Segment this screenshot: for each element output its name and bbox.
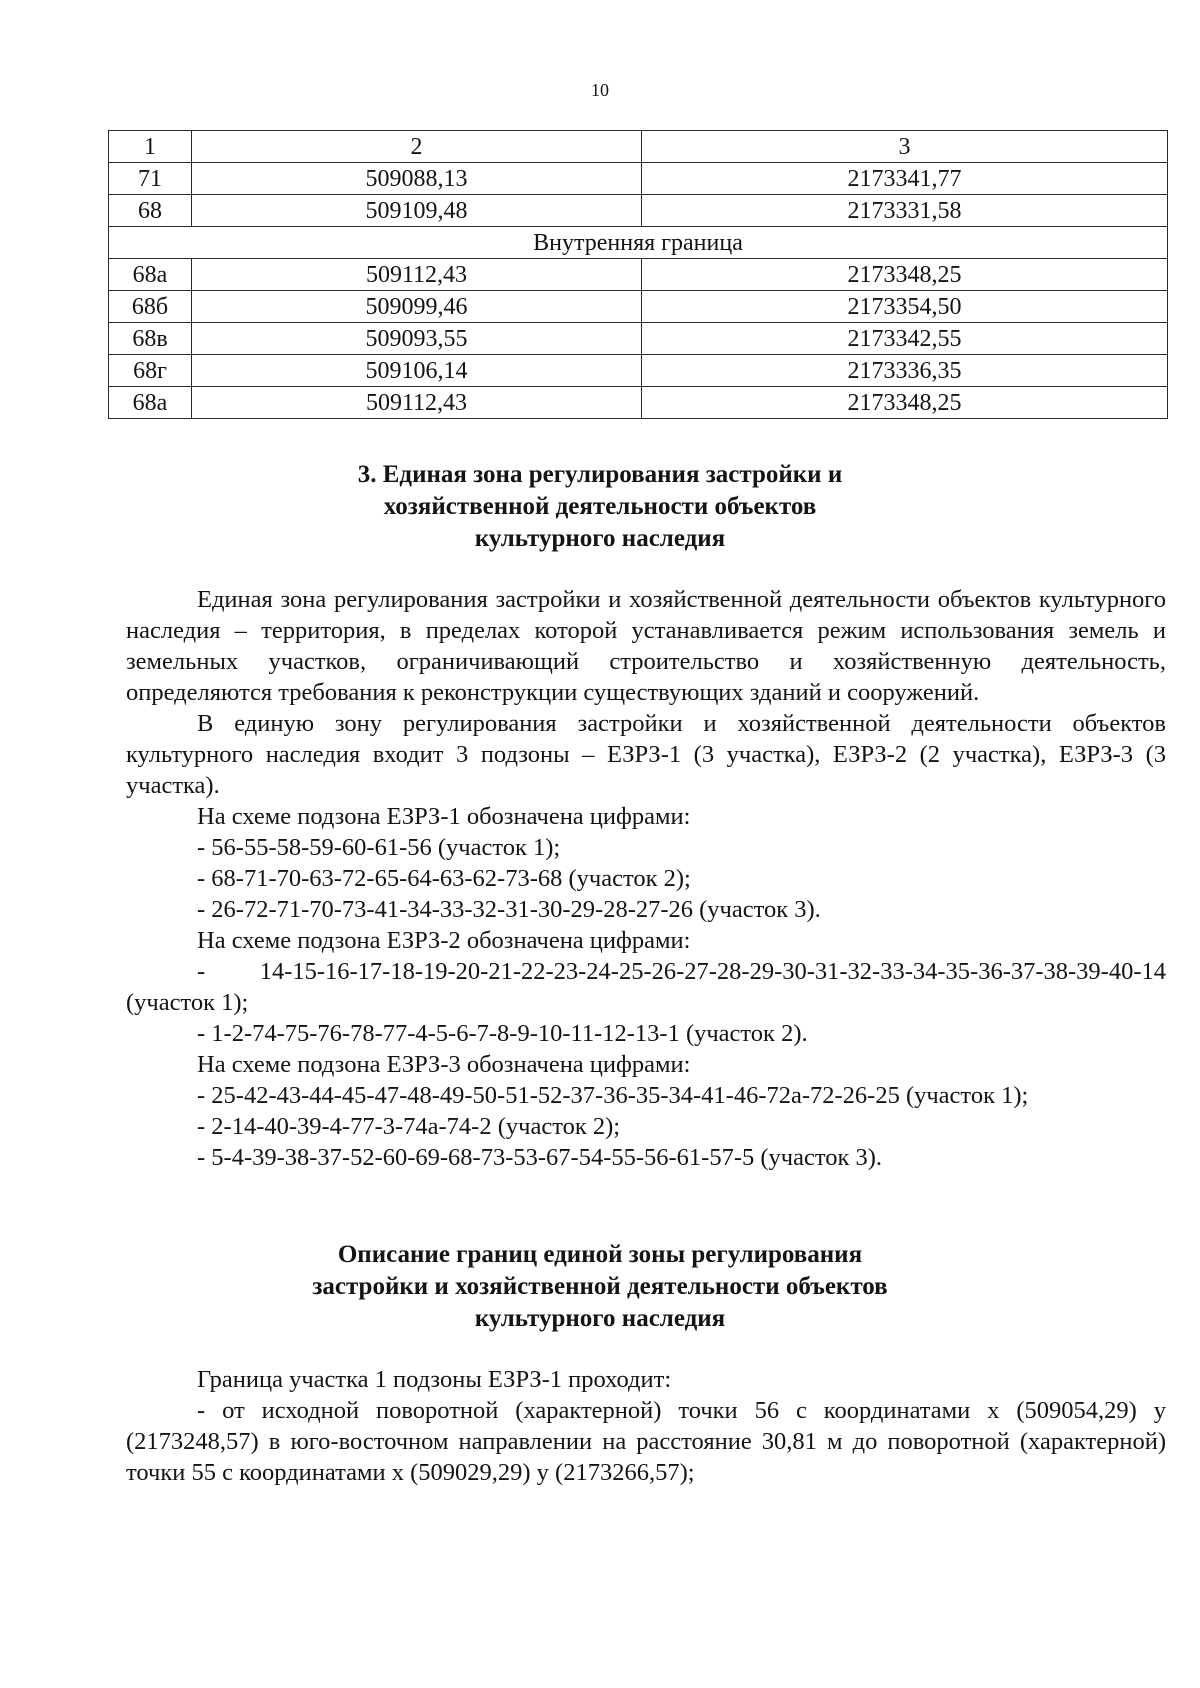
point-cell: 71 [109, 163, 192, 195]
heading-line: культурного наследия [474, 525, 726, 552]
boundary-segment: - от исходной поворотной (характерной) точки 56 с координатами х (509054,29) у (2173248,57) в юго-восточном направлении на расстояние 30,81 м до поворотной (характерной) точки 55 с координатами х (509029,29) у (2173266,57); [126, 1397, 1166, 1486]
y-cell: 2173354,50 [642, 291, 1168, 323]
list-item: - 26-72-71-70-73-41-34-33-32-31-30-29-28-27-26 (участок 3). [197, 896, 821, 923]
table-row [109, 387, 1168, 419]
table-header-cell: 1 [109, 131, 192, 163]
list-item: - 14-15-16-17-18-19-20-21-22-23-24-25-26-27-28-29-30-31-32-33-34-35-36-37-38-39-40-14 (участок 1); [126, 958, 1166, 1016]
table-header-cell: 3 [642, 131, 1168, 163]
table-row [109, 291, 1168, 323]
table-row [109, 355, 1168, 387]
point-cell: 68б [109, 291, 192, 323]
heading-line: хозяйственной деятельности объектов [383, 493, 817, 520]
boundary-intro: Граница участка 1 подзоны ЕЗРЗ-1 проходит: [197, 1366, 672, 1393]
list-item: - 25-42-43-44-45-47-48-49-50-51-52-37-36-35-34-41-46-72а-72-26-25 (участок 1); [197, 1082, 1029, 1109]
point-cell: 68а [109, 387, 192, 419]
inner-boundary-row [109, 227, 1168, 259]
point-cell: 68г [109, 355, 192, 387]
heading-line: застройки и хозяйственной деятельности объектов [312, 1273, 888, 1300]
x-cell: 509106,14 [192, 355, 642, 387]
x-cell: 509112,43 [192, 387, 642, 419]
ezrz1-intro: На схеме подзона ЕЗРЗ-1 обозначена цифрами: [197, 803, 691, 830]
heading-line: Описание границ единой зоны регулирования [337, 1241, 863, 1268]
y-cell: 2173342,55 [642, 323, 1168, 355]
point-cell: 68в [109, 323, 192, 355]
list-item: - 2-14-40-39-4-77-3-74а-74-2 (участок 2); [197, 1113, 621, 1140]
x-cell: 509093,55 [192, 323, 642, 355]
point-cell: 68а [109, 259, 192, 291]
ezrz3-intro: На схеме подзона ЕЗРЗ-3 обозначена цифрами: [197, 1051, 691, 1078]
table-row [109, 195, 1168, 227]
table-header-cell: 2 [192, 131, 642, 163]
page-number: 10 [591, 80, 609, 100]
list-item: - 1-2-74-75-76-78-77-4-5-6-7-8-9-10-11-12-13-1 (участок 2). [197, 1020, 808, 1047]
boundaries-body [126, 1364, 1166, 1488]
table-row [109, 323, 1168, 355]
list-item: - 5-4-39-38-37-52-60-69-68-73-53-67-54-55-56-61-57-5 (участок 3). [197, 1144, 883, 1171]
x-cell: 509112,43 [192, 259, 642, 291]
y-cell: 2173348,25 [642, 259, 1168, 291]
list-item: - 68-71-70-63-72-65-64-63-62-73-68 (участок 2); [197, 865, 691, 892]
zone-composition-paragraph: В единую зону регулирования застройки и хозяйственной деятельности объектов культурного наследия входит 3 подзоны – ЕЗРЗ-1 (3 участка), ЕЗРЗ-2 (2 участка), ЕЗРЗ-3 (3 участка). [126, 710, 1166, 799]
x-cell: 509099,46 [192, 291, 642, 323]
x-cell: 509088,13 [192, 163, 642, 195]
y-cell: 2173336,35 [642, 355, 1168, 387]
y-cell: 2173331,58 [642, 195, 1168, 227]
heading-line: культурного наследия [474, 1305, 726, 1332]
inner-boundary-label: Внутренняя граница [109, 227, 1168, 259]
point-cell: 68 [109, 195, 192, 227]
heading-line: 3. Единая зона регулирования застройки и [357, 461, 843, 488]
table-row [109, 163, 1168, 195]
ezrz2-intro: На схеме подзона ЕЗРЗ-2 обозначена цифрами: [197, 927, 691, 954]
zone-definition-paragraph: Единая зона регулирования застройки и хозяйственной деятельности объектов культурного наследия – территория, в пределах которой устанавливается режим использования земель и земельных участков, ограничивающий строительство и хозяйственную деятельность, определяются требования к реконструкции существующих зданий и сооружений. [126, 586, 1166, 706]
coordinates-table [108, 130, 1168, 419]
table-header-row [109, 131, 1168, 163]
table-row [109, 259, 1168, 291]
section-3-heading [0, 459, 1200, 555]
section-3-body [126, 584, 1166, 1173]
y-cell: 2173341,77 [642, 163, 1168, 195]
list-item: - 56-55-58-59-60-61-56 (участок 1); [197, 834, 561, 861]
boundaries-heading [0, 1239, 1200, 1335]
y-cell: 2173348,25 [642, 387, 1168, 419]
x-cell: 509109,48 [192, 195, 642, 227]
